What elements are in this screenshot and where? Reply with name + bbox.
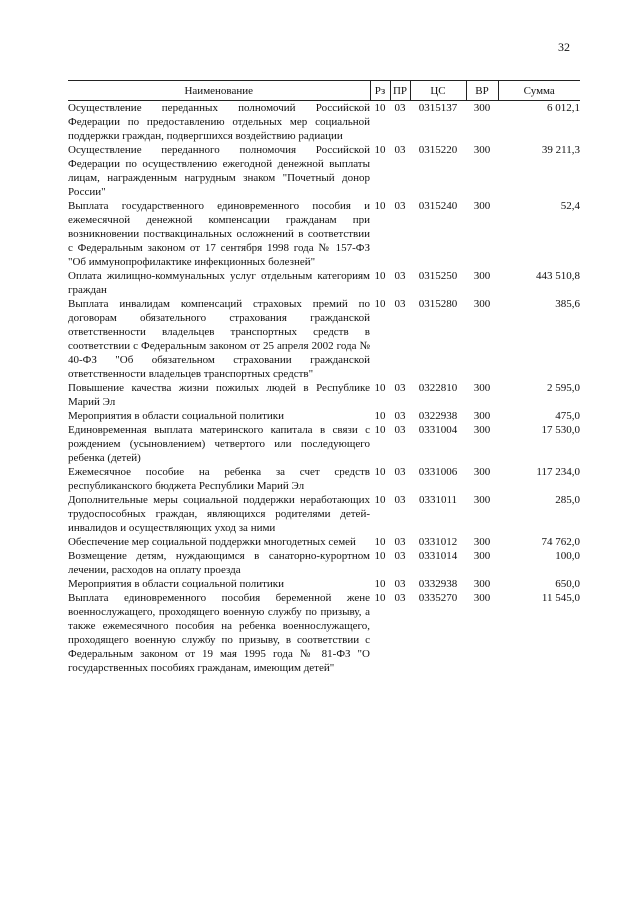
header-vr: ВР — [466, 81, 498, 101]
row-vr: 300 — [473, 410, 491, 422]
row-name: Единовременная выплата материнского капитала в связи с рождением (усыновлением) четвертого или последующего ребенка (детей) — [68, 424, 370, 464]
row-sum: 117 234,0 — [536, 466, 580, 478]
row-rz: 10 — [374, 494, 386, 506]
row-vr: 300 — [473, 102, 491, 114]
row-cs: 0331011 — [418, 494, 458, 506]
header-pr: ПР — [390, 81, 410, 101]
row-name: Обеспечение мер социальной поддержки многодетных семей — [68, 536, 356, 548]
row-vr: 300 — [473, 424, 491, 436]
row-sum: 100,0 — [555, 550, 580, 562]
table-row — [68, 101, 580, 144]
row-rz: 10 — [374, 466, 386, 478]
row-pr: 03 — [394, 200, 406, 212]
row-name: Осуществление переданных полномочий Российской Федерации по предоставлению отдельных мер социальной поддержки граждан, подвергшихся воздействию радиации — [68, 102, 370, 142]
row-rz: 10 — [374, 578, 386, 590]
row-sum: 17 530,0 — [541, 424, 580, 436]
header-cs: ЦС — [410, 81, 466, 101]
table-row — [68, 493, 580, 535]
row-cs: 0315240 — [418, 200, 458, 212]
row-vr: 300 — [473, 494, 491, 506]
row-pr: 03 — [394, 592, 406, 604]
row-cs: 0322938 — [418, 410, 458, 422]
row-rz: 10 — [374, 592, 386, 604]
header-rz: Рз — [370, 81, 390, 101]
row-cs: 0315280 — [418, 298, 458, 310]
row-cs: 0315220 — [418, 144, 458, 156]
header-name: Наименование — [68, 81, 370, 101]
table-row — [68, 423, 580, 465]
row-sum: 11 545,0 — [541, 592, 580, 604]
row-cs: 0315250 — [418, 270, 458, 282]
table-row — [68, 381, 580, 409]
row-rz: 10 — [374, 144, 386, 156]
row-rz: 10 — [374, 536, 386, 548]
row-vr: 300 — [473, 200, 491, 212]
row-name: Повышение качества жизни пожилых людей в Республике Марий Эл — [68, 382, 370, 408]
row-name: Дополнительные меры социальной поддержки неработающих трудоспособных граждан, являющихся родителями детей-инвалидов и осуществляющих уход за ними — [68, 494, 370, 534]
table-row — [68, 269, 580, 297]
row-sum: 52,4 — [560, 200, 580, 212]
table-row — [68, 465, 580, 493]
row-sum: 285,0 — [555, 494, 580, 506]
table-row — [68, 199, 580, 269]
row-name: Мероприятия в области социальной политики — [68, 578, 285, 590]
budget-table — [68, 80, 580, 675]
row-cs: 0331014 — [418, 550, 458, 562]
row-pr: 03 — [394, 410, 406, 422]
row-pr: 03 — [394, 494, 406, 506]
row-vr: 300 — [473, 592, 491, 604]
row-rz: 10 — [374, 550, 386, 562]
row-cs: 0322810 — [418, 382, 458, 394]
table-row — [68, 591, 580, 675]
row-vr: 300 — [473, 536, 491, 548]
table-row — [68, 549, 580, 577]
table-header-row — [68, 81, 580, 101]
row-pr: 03 — [394, 424, 406, 436]
row-vr: 300 — [473, 550, 491, 562]
row-sum: 74 762,0 — [541, 536, 580, 548]
row-pr: 03 — [394, 382, 406, 394]
row-vr: 300 — [473, 578, 491, 590]
row-pr: 03 — [394, 102, 406, 114]
row-name: Осуществление переданного полномочия Российской Федерации по осуществлению ежегодной денежной выплаты лицам, награжденным нагрудным знаком "Почетный донор России" — [68, 144, 370, 198]
row-pr: 03 — [394, 550, 406, 562]
row-rz: 10 — [374, 102, 386, 114]
row-pr: 03 — [394, 466, 406, 478]
row-name: Возмещение детям, нуждающимся в санаторно-курортном лечении, расходов на оплату проезда — [68, 550, 370, 576]
page-number: 32 — [558, 40, 570, 54]
table-row — [68, 143, 580, 199]
row-sum: 39 211,3 — [541, 144, 580, 156]
table-row — [68, 297, 580, 381]
row-rz: 10 — [374, 410, 386, 422]
row-vr: 300 — [473, 298, 491, 310]
row-rz: 10 — [374, 424, 386, 436]
row-name: Выплата инвалидам компенсаций страховых премий по договорам обязательного страхования гражданской ответственности владельцев транспортных средств в соответствии с Федеральным законом от 25 апреля 2002 года № 40-ФЗ "Об обязательном страховании гражданской ответственности владельцев транспортных средств" — [68, 298, 370, 380]
row-rz: 10 — [374, 382, 386, 394]
row-rz: 10 — [374, 270, 386, 282]
row-pr: 03 — [394, 536, 406, 548]
row-cs: 0335270 — [418, 592, 458, 604]
table-body — [68, 101, 580, 676]
row-name: Ежемесячное пособие на ребенка за счет средств республиканского бюджета Республики Марий Эл — [68, 466, 370, 492]
row-rz: 10 — [374, 200, 386, 212]
row-name: Выплата единовременного пособия беременной жене военнослужащего, проходящего военную службу по призыву, а также ежемесячного пособия на ребенка военнослужащего, проходящего военную службу по призыву, в соответствии с Федеральным законом от 19 мая 1995 года № 81-ФЗ "О государственных пособиях гражданам, имеющим детей" — [68, 592, 370, 674]
row-sum: 475,0 — [555, 410, 580, 422]
header-sum: Сумма — [498, 81, 580, 101]
row-sum: 443 510,8 — [536, 270, 580, 282]
row-sum: 6 012,1 — [547, 102, 580, 114]
row-pr: 03 — [394, 578, 406, 590]
table-row — [68, 535, 580, 549]
row-vr: 300 — [473, 466, 491, 478]
row-cs: 0332938 — [418, 578, 458, 590]
row-cs: 0331012 — [418, 536, 458, 548]
row-vr: 300 — [473, 144, 491, 156]
row-cs: 0331004 — [418, 424, 458, 436]
row-sum: 650,0 — [555, 578, 580, 590]
row-sum: 2 595,0 — [547, 382, 580, 394]
row-name: Мероприятия в области социальной политики — [68, 410, 285, 422]
row-cs: 0331006 — [418, 466, 458, 478]
row-vr: 300 — [473, 382, 491, 394]
row-cs: 0315137 — [418, 102, 458, 114]
row-sum: 385,6 — [555, 298, 580, 310]
row-pr: 03 — [394, 298, 406, 310]
table-row — [68, 409, 580, 423]
row-pr: 03 — [394, 144, 406, 156]
row-name: Выплата государственного единовременного пособия и ежемесячной денежной компенсации гражданам при возникновении поствакцинальных осложнений в соответствии с Федеральным законом от 17 сентября 1998 года № 157-ФЗ "Об иммунопрофилактике инфекционных болезней" — [68, 200, 370, 268]
row-rz: 10 — [374, 298, 386, 310]
table-row — [68, 577, 580, 591]
row-vr: 300 — [473, 270, 491, 282]
row-pr: 03 — [394, 270, 406, 282]
row-name: Оплата жилищно-коммунальных услуг отдельным категориям граждан — [68, 270, 370, 296]
